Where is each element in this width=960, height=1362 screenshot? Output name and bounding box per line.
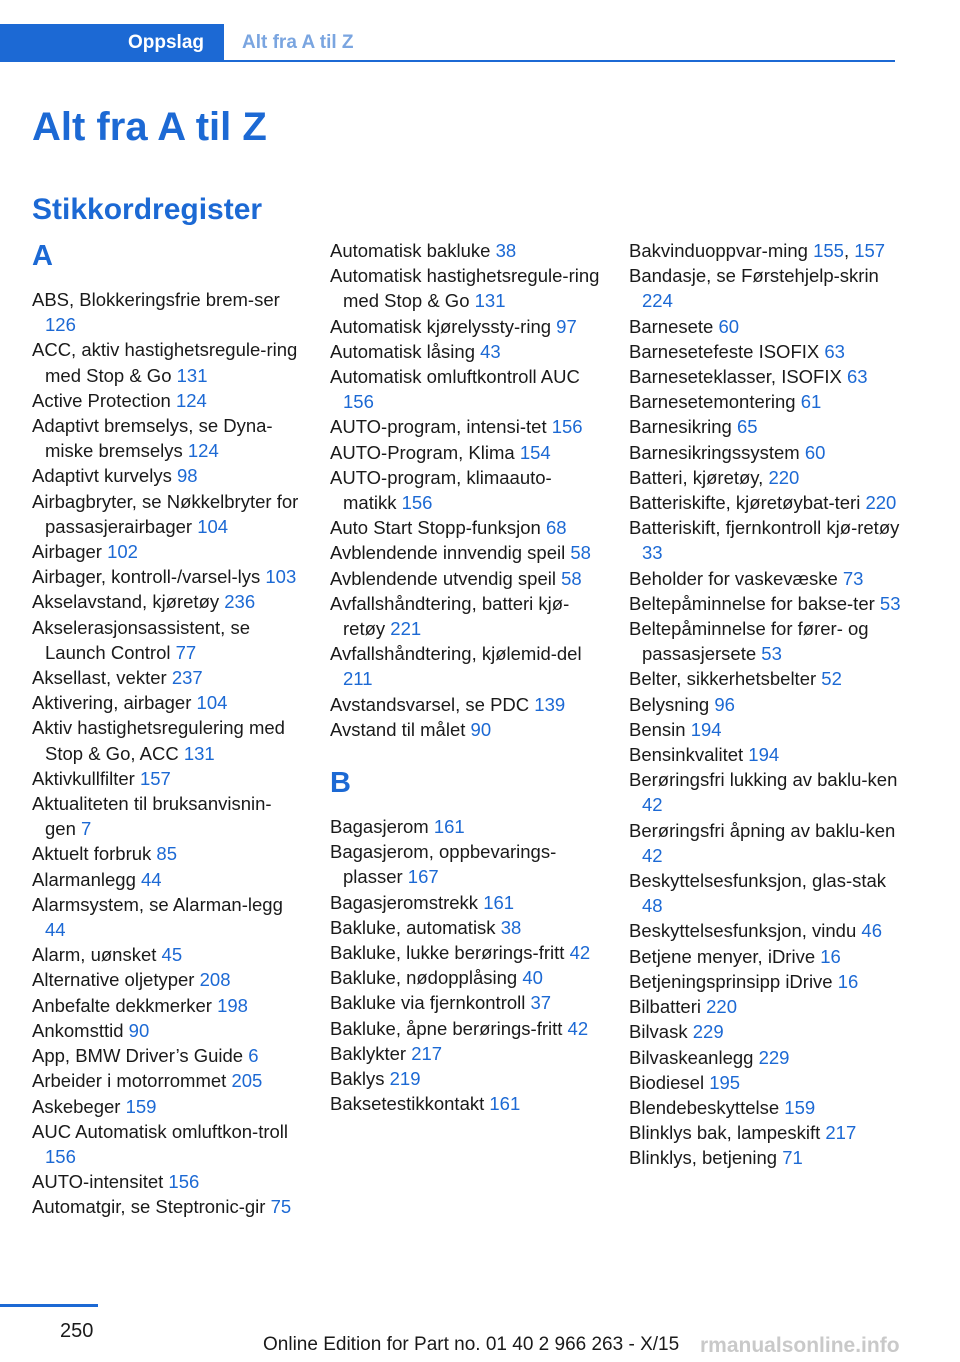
tab-alt-fra-a-til-z[interactable]: Alt fra A til Z	[242, 32, 354, 53]
index-entry	[32, 564, 300, 589]
index-entry-label: Barnesikringssystem	[629, 441, 800, 463]
index-entry	[629, 969, 901, 994]
index-entry	[629, 717, 901, 742]
index-entry-label: Batteriskifte, kjøretøybat-teri	[629, 492, 861, 514]
page-reference-link[interactable]: 44	[141, 868, 162, 890]
index-entry-label: AUTO-Program, Klima	[330, 441, 515, 463]
page-reference-link[interactable]: 217	[825, 1122, 857, 1144]
index-list-col1	[32, 287, 300, 1220]
page-reference-link[interactable]: 211	[343, 668, 373, 690]
index-entry-label: Automatisk hastighetsregule-ring med Stop & Go	[330, 265, 600, 312]
index-entry-label: Akselerasjonsassistent, se Launch Control	[32, 616, 250, 663]
page-reference-link[interactable]: 198	[217, 994, 248, 1016]
index-entry	[32, 791, 300, 841]
page-reference-link[interactable]: 53	[761, 643, 782, 665]
tab-oppslag[interactable]: Oppslag	[0, 24, 224, 62]
index-entry: Bakvinduoppvar-ming 155, 157	[629, 240, 886, 261]
index-entry-label: Aktivkullfilter	[32, 767, 135, 789]
index-entry	[629, 1145, 901, 1170]
index-entry	[330, 440, 602, 465]
page-reference-link[interactable]: 221	[390, 618, 422, 640]
index-entry-label: Anbefalte dekkmerker	[32, 994, 212, 1016]
index-entry	[330, 1016, 602, 1041]
index-entry	[32, 1094, 300, 1119]
index-entry	[330, 839, 602, 889]
page-reference-link[interactable]: 90	[470, 718, 492, 740]
index-entry-label: Beltepåminnelse for bakse-ter	[629, 592, 875, 614]
page-number: 250	[60, 1320, 94, 1342]
index-entry	[629, 364, 901, 389]
index-entry-label: Askebeger	[32, 1095, 121, 1117]
page-reference-link[interactable]: 60	[804, 441, 826, 463]
index-entry-label: Avblendende innvendig speil	[330, 542, 566, 564]
index-entry	[330, 965, 602, 990]
index-entry-label: Barnesetemontering	[629, 391, 796, 413]
index-entry	[32, 841, 300, 866]
page-reference-link[interactable]: 42	[642, 844, 663, 866]
index-entry	[629, 918, 901, 943]
index-entry-label: Alternative oljetyper	[32, 969, 195, 991]
index-entry	[330, 414, 602, 439]
index-entry	[32, 1194, 300, 1219]
page-reference-link[interactable]: 96	[714, 693, 735, 715]
index-entry	[32, 539, 300, 564]
index-entry	[32, 1119, 300, 1169]
index-entry-label: Betjeningsprinsipp iDrive	[629, 970, 833, 992]
index-entry-label: Alarm, uønsket	[32, 944, 157, 966]
index-entry-label: Bagasjeromstrekk	[330, 891, 479, 913]
index-entry	[32, 1018, 300, 1043]
page-reference-link[interactable]: 65	[736, 416, 758, 438]
index-entry-label: Bilbatteri	[629, 996, 701, 1018]
page-reference-link[interactable]: 16	[837, 970, 859, 992]
section-title: Stikkordregister	[32, 193, 263, 226]
index-entry-label: Belter, sikkerhetsbelter	[629, 668, 817, 690]
header-tabbar	[0, 24, 895, 62]
index-entry-label: Barnesete	[629, 315, 714, 337]
page-reference-link[interactable]: 63	[824, 340, 845, 362]
page-reference-link[interactable]: 98	[176, 465, 198, 487]
page-reference-link[interactable]: 58	[570, 542, 591, 564]
page-reference-link[interactable]: 219	[389, 1068, 421, 1090]
index-entry	[629, 339, 901, 364]
index-entry	[330, 515, 602, 540]
page-reference-link[interactable]: 37	[530, 992, 552, 1014]
index-entry	[330, 566, 602, 591]
index-entry-label: Bilvaskeanlegg	[629, 1046, 754, 1068]
index-entry	[629, 1045, 901, 1070]
index-entry	[629, 616, 901, 666]
page-reference-link[interactable]: 44	[45, 919, 66, 941]
index-entry	[629, 314, 901, 339]
index-entry-label: Avfallshåndtering, batteri kjø-retøy	[330, 592, 570, 640]
index-entry	[629, 767, 901, 817]
index-entry-label: Belysning	[629, 693, 710, 715]
page-reference-link[interactable]: 52	[821, 668, 842, 690]
index-entry	[32, 665, 300, 690]
page-reference-link[interactable]: 217	[411, 1042, 443, 1064]
index-entry	[330, 364, 602, 414]
page-reference-link[interactable]: 104	[197, 515, 229, 537]
page-reference-link[interactable]: 159	[784, 1096, 816, 1118]
index-entry-label: Bakluke via fjernkontroll	[330, 992, 526, 1014]
page-reference-link[interactable]: 77	[175, 641, 197, 663]
index-entry-label: Adaptivt kurvelys	[32, 465, 172, 487]
index-entry	[32, 1068, 300, 1093]
page-reference-link[interactable]: 157	[139, 767, 171, 789]
index-entry	[330, 314, 602, 339]
index-entry	[32, 615, 300, 665]
index-entry-label: Blendebeskyttelse	[629, 1096, 780, 1118]
index-entry	[32, 993, 300, 1018]
index-entry-label: Aktualiteten til bruksanvisnin-gen	[32, 793, 272, 840]
index-entry	[330, 1041, 602, 1066]
index-entry-label: Aksellast, vekter	[32, 667, 167, 689]
index-entry	[330, 540, 602, 565]
index-entry-label: Aktuelt forbruk	[32, 843, 152, 865]
page-reference-link[interactable]: 97	[556, 315, 577, 337]
index-entry-label: Aktiv hastighetsregulering med Stop & Go, ACC	[32, 717, 285, 764]
index-entry	[629, 465, 901, 490]
index-entry	[32, 967, 300, 992]
index-entry-label: Arbeider i motorrommet	[32, 1070, 227, 1092]
index-entry	[629, 666, 901, 691]
page-reference-link[interactable]: 131	[183, 742, 215, 764]
index-entry	[32, 413, 300, 463]
index-entry-label: Berøringsfri lukking av baklu-ken	[629, 769, 898, 791]
index-entry-label: Bensinkvalitet	[629, 744, 744, 766]
page-reference-link[interactable]: 124	[187, 440, 219, 462]
index-entry-label: Beltepåminnelse for fører- og passasjersete	[629, 618, 869, 665]
page-reference-link[interactable]: 161	[483, 891, 515, 913]
index-entry-label: Barnesetefeste ISOFIX	[629, 340, 820, 362]
index-entry-label: Ankomsttid	[32, 1019, 124, 1041]
index-entry-label: Biodiesel	[629, 1071, 705, 1093]
index-entry	[330, 717, 602, 742]
index-entry	[32, 463, 300, 488]
index-entry	[629, 591, 901, 616]
index-entry	[330, 465, 602, 515]
index-entry	[330, 890, 602, 915]
page-reference-link[interactable]: 33	[642, 542, 663, 564]
tabbar-underline	[0, 60, 895, 62]
page-reference-link[interactable]: 154	[519, 441, 551, 463]
index-entry-label: Aktivering, airbager	[32, 692, 192, 714]
index-entry	[32, 892, 300, 942]
index-entry	[330, 692, 602, 717]
index-entry	[629, 515, 901, 565]
page-reference-link[interactable]: 157	[854, 240, 886, 261]
index-entry	[330, 915, 602, 940]
page-reference-link[interactable]: 16	[820, 945, 841, 967]
index-entry-label: Alarmsystem, se Alarman-legg	[32, 893, 283, 915]
page-reference-link[interactable]: 45	[161, 944, 183, 966]
index-entry	[629, 566, 901, 591]
index-entry	[629, 742, 901, 767]
index-entry	[629, 868, 901, 918]
index-list-col2b	[330, 814, 602, 1116]
page-reference-link[interactable]: 42	[642, 794, 663, 816]
index-entry	[629, 1019, 901, 1044]
page-reference-link[interactable]: 42	[567, 1017, 589, 1039]
index-entry	[32, 867, 300, 892]
index-entry	[629, 389, 901, 414]
index-entry	[32, 1043, 300, 1068]
index-entry-label: ABS, Blokkeringsfrie brem-ser	[32, 289, 280, 310]
index-entry-label: Blinklys bak, lampeskift	[629, 1122, 821, 1144]
page-reference-link[interactable]: 220	[706, 996, 737, 1018]
index-column-3	[629, 238, 901, 1171]
page-reference-link[interactable]: 90	[128, 1019, 150, 1041]
index-entry	[32, 337, 300, 387]
index-entry-label: Avstand til målet	[330, 718, 466, 740]
index-entry-label: Automatgir, se Steptronic-gir	[32, 1196, 266, 1218]
index-entry-label: Batteri, kjøretøy,	[629, 466, 764, 488]
index-entry	[330, 1091, 602, 1116]
index-entry	[629, 414, 901, 439]
index-entry	[32, 715, 300, 765]
index-letter-b: B	[330, 767, 351, 800]
page-reference-link[interactable]: 43	[480, 340, 501, 362]
index-entry-label: Bensin	[629, 718, 686, 740]
index-entry	[32, 589, 300, 614]
index-entry-label: Beholder for vaskevæske	[629, 567, 838, 589]
index-entry-label: Automatisk bakluke	[330, 240, 491, 261]
index-entry	[629, 818, 901, 868]
index-entry-label: App, BMW Driver’s Guide	[32, 1045, 244, 1067]
page-reference-link[interactable]: 161	[489, 1093, 521, 1115]
index-entry	[330, 641, 602, 691]
index-entry-label: Alarmanlegg	[32, 868, 136, 890]
page-reference-link[interactable]: 103	[265, 566, 297, 588]
page-reference-link[interactable]: 7	[81, 818, 92, 840]
index-entry-label: Bakluke, lukke berørings-fritt	[330, 942, 565, 964]
page-reference-link[interactable]: 194	[748, 744, 780, 766]
page-reference-link[interactable]: 237	[171, 667, 203, 689]
index-entry	[32, 942, 300, 967]
index-entry-label: Auto Start Stopp-funksjon	[330, 517, 541, 539]
index-entry	[330, 591, 602, 641]
index-entry-label: Baklys	[330, 1068, 385, 1090]
index-entry	[330, 814, 602, 839]
index-entry	[629, 1095, 901, 1120]
page-reference-link[interactable]: 73	[842, 567, 864, 589]
index-entry-label: Beskyttelsesfunksjon, glas-stak	[629, 870, 887, 892]
index-entry	[32, 287, 300, 337]
page-reference-link[interactable]: 236	[224, 591, 256, 613]
index-entry-label: Bakvinduoppvar-ming	[629, 240, 808, 261]
index-entry	[629, 440, 901, 465]
page-reference-link[interactable]: 161	[433, 816, 465, 838]
page-reference-link[interactable]: 156	[45, 1145, 76, 1167]
page-reference-link[interactable]: 131	[474, 290, 506, 312]
index-entry	[330, 263, 602, 313]
page-reference-link[interactable]: 61	[800, 391, 822, 413]
index-entry	[629, 1120, 901, 1145]
index-entry	[330, 238, 602, 263]
index-entry-label: Automatisk kjørelyssty-ring	[330, 315, 552, 337]
page-reference-link[interactable]: 229	[758, 1046, 790, 1068]
index-entry-label: Bagasjerom, oppbevarings-plasser	[330, 841, 557, 888]
page-reference-link[interactable]: 71	[782, 1147, 803, 1169]
index-entry-label: Active Protection	[32, 389, 171, 411]
index-entry-label: Beskyttelsesfunksjon, vindu	[629, 920, 857, 942]
index-entry-label: Bakluke, nødopplåsing	[330, 967, 518, 989]
index-entry-label: Baklykter	[330, 1042, 407, 1064]
index-entry	[629, 692, 901, 717]
index-entry-label: Barneseteklasser, ISOFIX	[629, 366, 842, 388]
page-reference-link[interactable]: 156	[401, 492, 433, 514]
page-title: Alt fra A til Z	[32, 105, 267, 149]
index-column-2	[330, 238, 602, 1117]
index-entry-label: Airbager, kontroll-/varsel-lys	[32, 566, 261, 588]
page-reference-link[interactable]: 167	[407, 866, 439, 888]
page-reference-link[interactable]: 139	[534, 693, 566, 715]
page-reference-link[interactable]: 53	[879, 592, 901, 614]
page-reference-link[interactable]: 124	[175, 389, 207, 411]
index-entry-label: Berøringsfri åpning av baklu-ken	[629, 819, 896, 841]
page-reference-link[interactable]: 156	[168, 1171, 200, 1193]
index-entry-label: AUTO-program, intensi-tet	[330, 416, 547, 438]
index-entry-label: Baksetestikkontakt	[330, 1093, 485, 1115]
page-reference-link[interactable]: 159	[125, 1095, 157, 1117]
page-reference-link[interactable]: 38	[495, 240, 517, 261]
index-entry-label: AUTO-program, klimaauto-matikk	[330, 466, 552, 514]
watermark: rmanualsonline.info	[700, 1334, 900, 1357]
page-reference-link[interactable]: 40	[522, 967, 543, 989]
index-list-col3	[629, 238, 901, 1171]
page-reference-link[interactable]: 104	[196, 692, 228, 714]
index-entry	[629, 994, 901, 1019]
index-entry	[32, 690, 300, 715]
index-entry	[32, 1169, 300, 1194]
index-entry-label: Bagasjerom	[330, 816, 429, 838]
index-entry-label: Batteriskift, fjernkontroll kjø-retøy	[629, 517, 900, 539]
index-entry-label: Automatisk omluftkontroll AUC	[330, 366, 580, 388]
page-reference-link[interactable]: 208	[199, 969, 231, 991]
page-reference-link[interactable]: 38	[500, 916, 522, 938]
index-entry	[330, 990, 602, 1015]
page-reference-link[interactable]: 229	[692, 1021, 724, 1043]
index-entry	[330, 339, 602, 364]
index-entry-label: Bakluke, automatisk	[330, 916, 496, 938]
page-reference-link[interactable]: 155	[813, 240, 844, 261]
page-reference-link[interactable]: 42	[569, 942, 591, 964]
footer-rule	[0, 1304, 98, 1307]
page-reference-link[interactable]: 220	[768, 466, 800, 488]
index-entry-label: Akselavstand, kjøretøy	[32, 591, 220, 613]
index-entry-label: Bakluke, åpne berørings-fritt	[330, 1017, 563, 1039]
index-entry-label: Betjene menyer, iDrive	[629, 945, 816, 967]
index-entry	[629, 944, 901, 969]
page-reference-link[interactable]: 85	[156, 843, 177, 865]
index-entry-label: Airbager	[32, 541, 102, 563]
page-reference-link[interactable]: 48	[642, 895, 663, 917]
footer-edition: Online Edition for Part no. 01 40 2 966 263 - X/15	[263, 1334, 680, 1355]
page-reference-link[interactable]: 75	[270, 1196, 292, 1218]
index-entry	[330, 940, 602, 965]
index-entry	[629, 263, 901, 313]
page-reference-link[interactable]: 205	[231, 1070, 263, 1092]
page-reference-link[interactable]: 58	[561, 567, 582, 589]
index-entry-label: ACC, aktiv hastighetsregule-ring med Stop & Go	[32, 339, 298, 386]
index-entry-label: Avblendende utvendig speil	[330, 567, 556, 589]
index-entry-label: AUC Automatisk omluftkon-troll	[32, 1120, 289, 1142]
index-entry	[330, 1066, 602, 1091]
index-entry-label: Automatisk låsing	[330, 340, 475, 362]
index-entry	[32, 388, 300, 413]
page-reference-link[interactable]: 156	[343, 391, 374, 413]
index-entry	[32, 766, 300, 791]
page-reference-link[interactable]: 195	[709, 1071, 741, 1093]
page-reference-link[interactable]: 6	[248, 1045, 259, 1067]
index-letter-a: A	[32, 240, 53, 272]
page-reference-link[interactable]: 220	[865, 492, 897, 514]
index-entry-label: Bilvask	[629, 1021, 688, 1043]
index-entry	[629, 490, 901, 515]
page-reference-link[interactable]: 156	[551, 416, 583, 438]
index-list-col2a	[330, 238, 602, 742]
index-entry	[32, 489, 300, 539]
index-entry-label: Barnesikring	[629, 416, 732, 438]
index-entry-label: Bandasje, se Førstehjelp-skrin	[629, 265, 879, 287]
index-entry-label: Blinklys, betjening	[629, 1147, 778, 1169]
page-reference-link[interactable]: 224	[642, 290, 673, 312]
page-reference-link[interactable]: 68	[545, 517, 567, 539]
page-reference-link[interactable]: 194	[690, 718, 722, 740]
index-entry-label: Avstandsvarsel, se PDC	[330, 693, 530, 715]
index-entry-label: Avfallshåndtering, kjølemid-del	[330, 643, 582, 665]
page-reference-link[interactable]: 131	[176, 364, 208, 386]
page-reference-link[interactable]: 46	[861, 920, 882, 942]
index-entry-label: Adaptivt bremselys, se Dyna-miske bremselys	[32, 415, 273, 462]
index-entry-label: AUTO-intensitet	[32, 1171, 164, 1193]
page-reference-link[interactable]: 60	[718, 315, 740, 337]
index-entry	[629, 1070, 901, 1095]
page-reference-link[interactable]: 126	[45, 314, 76, 336]
index-column-1	[32, 238, 300, 1220]
page-reference-link[interactable]: 63	[846, 366, 868, 388]
page-reference-link[interactable]: 102	[107, 541, 138, 563]
index-entry-label: Airbagbryter, se Nøkkelbryter for passasjerairbager	[32, 490, 299, 537]
